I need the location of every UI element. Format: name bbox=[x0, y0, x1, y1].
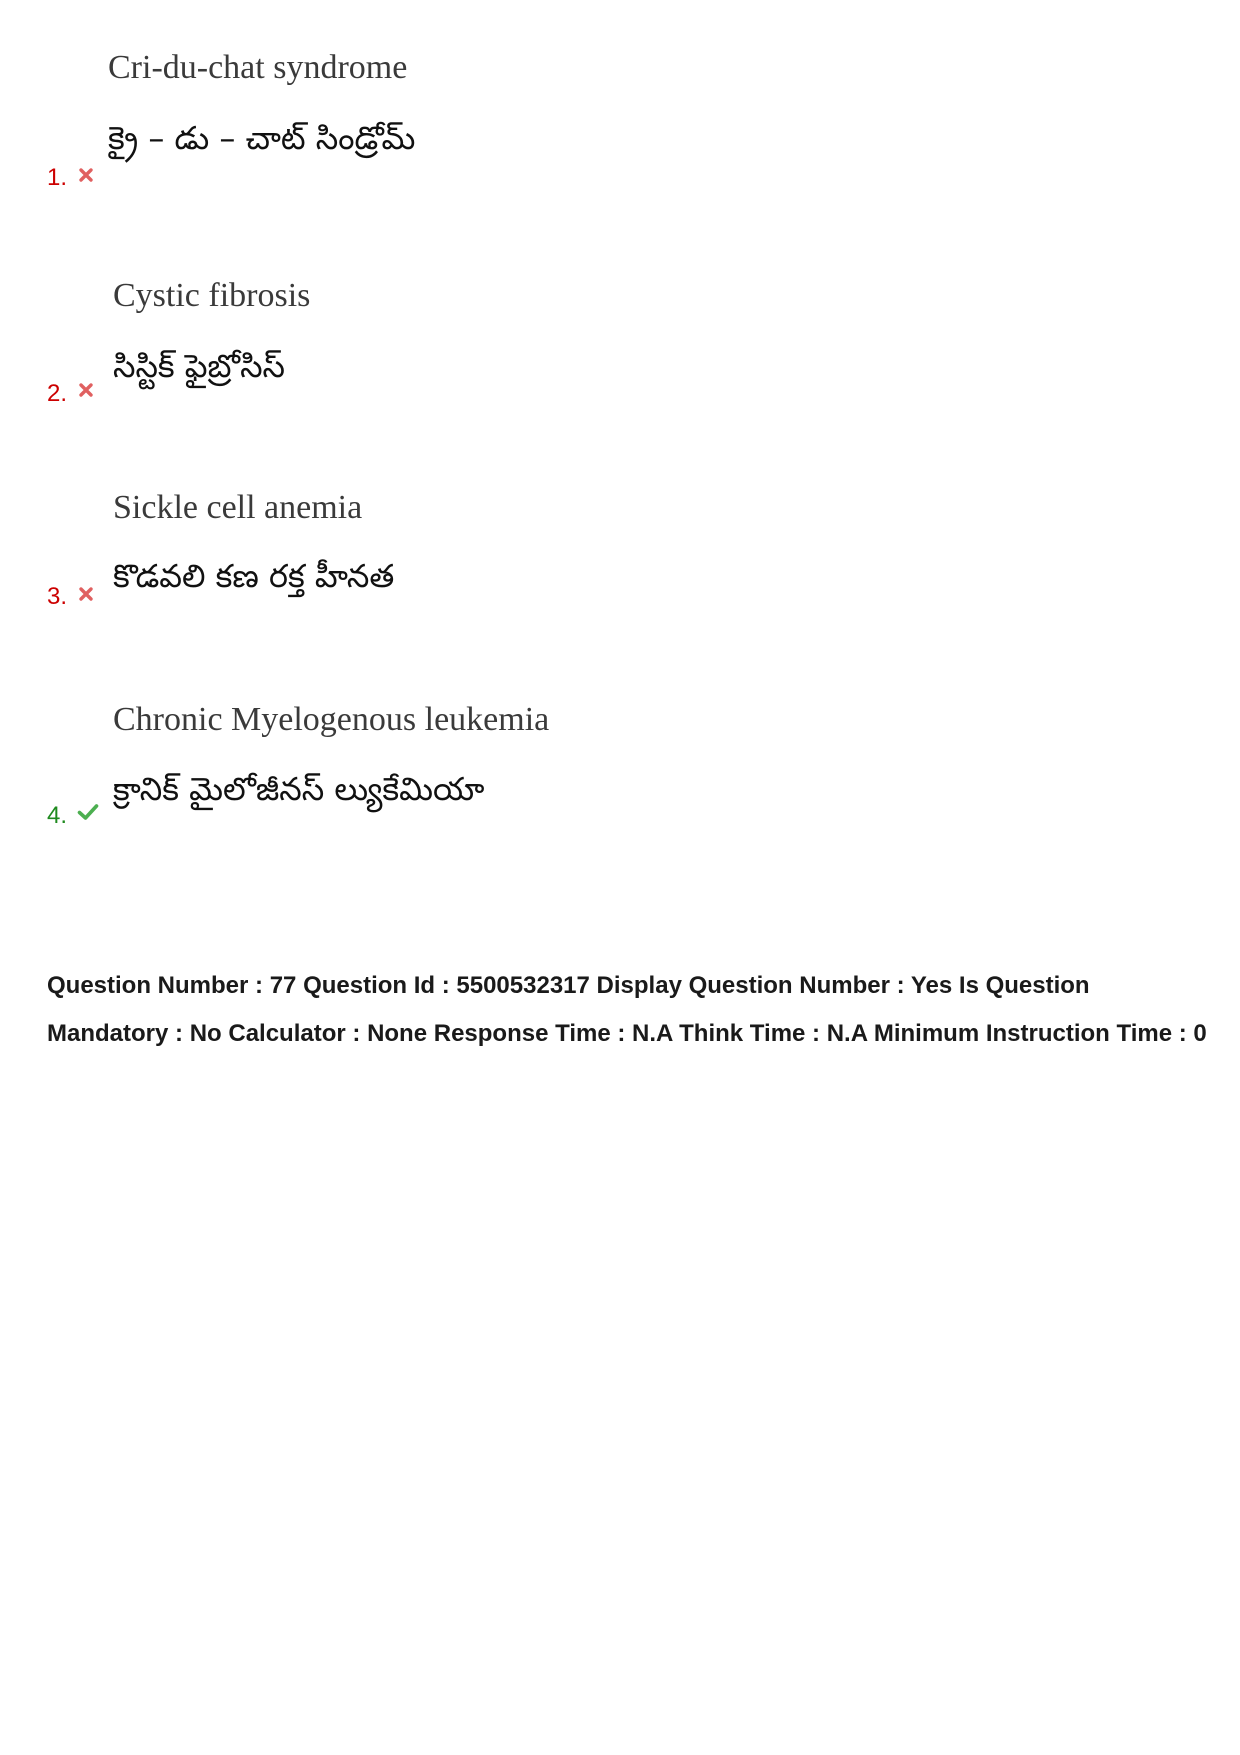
field-value: N.A bbox=[632, 1020, 673, 1047]
response-time-field bbox=[434, 1020, 673, 1047]
option-telugu-text: క్రై – డు – చాట్ సిండ్రోమ్ bbox=[108, 119, 416, 157]
option-number: 4. bbox=[47, 802, 68, 829]
field-label: Display Question Number bbox=[596, 972, 890, 999]
check-icon bbox=[77, 803, 99, 821]
field-label: Response Time bbox=[433, 1020, 611, 1047]
field-separator: : bbox=[435, 972, 457, 999]
field-label: Think Time bbox=[679, 1020, 806, 1047]
field-value: 5500532317 bbox=[456, 972, 590, 999]
cross-icon bbox=[78, 586, 94, 602]
display-question-number-field bbox=[597, 972, 953, 999]
option-telugu-text: సిస్టిక్ ఫైబ్రోసిస్ bbox=[113, 347, 285, 385]
option-number: 2. bbox=[47, 380, 68, 407]
field-separator: : bbox=[805, 1020, 827, 1047]
field-value: 77 bbox=[269, 972, 297, 999]
field-separator: : bbox=[889, 972, 911, 999]
field-value: 0 bbox=[1193, 1020, 1207, 1047]
field-label: Question Id bbox=[303, 972, 436, 999]
option-telugu-text: కొడవలి కణ రక్త హీనత bbox=[113, 557, 395, 595]
calculator-field bbox=[228, 1020, 427, 1047]
field-label: Is Question Mandatory bbox=[47, 972, 1090, 1047]
field-separator: : bbox=[1172, 1020, 1194, 1047]
field-separator: : bbox=[345, 1020, 368, 1047]
option-english-text: Sickle cell anemia bbox=[113, 489, 363, 526]
option-english-text: Cystic fibrosis bbox=[113, 277, 311, 314]
question-id-field bbox=[303, 972, 590, 999]
field-separator: : bbox=[168, 1020, 190, 1047]
field-label: Calculator bbox=[228, 1020, 346, 1047]
think-time-field bbox=[679, 1020, 867, 1047]
option-english-text: Cri-du-chat syndrome bbox=[108, 49, 408, 86]
field-separator: : bbox=[610, 1020, 633, 1047]
field-label: Question Number bbox=[47, 972, 249, 999]
option-number: 1. bbox=[47, 164, 68, 191]
field-label: Minimum Instruction Time bbox=[873, 1020, 1173, 1047]
field-value: N.A bbox=[826, 1020, 868, 1047]
option-english-text: Chronic Myelogenous leukemia bbox=[113, 701, 550, 738]
question-number-field bbox=[47, 972, 296, 999]
cross-icon bbox=[78, 382, 94, 398]
option-telugu-text: క్రానిక్ మైలోజీనస్ ల్యుకేమియా bbox=[113, 770, 485, 808]
field-value: None bbox=[367, 1020, 428, 1047]
field-separator: : bbox=[248, 972, 270, 999]
field-value: No bbox=[189, 1020, 222, 1047]
minimum-instruction-time-field bbox=[874, 1020, 1207, 1047]
field-value: Yes bbox=[910, 972, 953, 999]
cross-icon bbox=[78, 167, 94, 183]
question-info bbox=[47, 962, 1212, 1058]
option-number: 3. bbox=[47, 583, 68, 610]
